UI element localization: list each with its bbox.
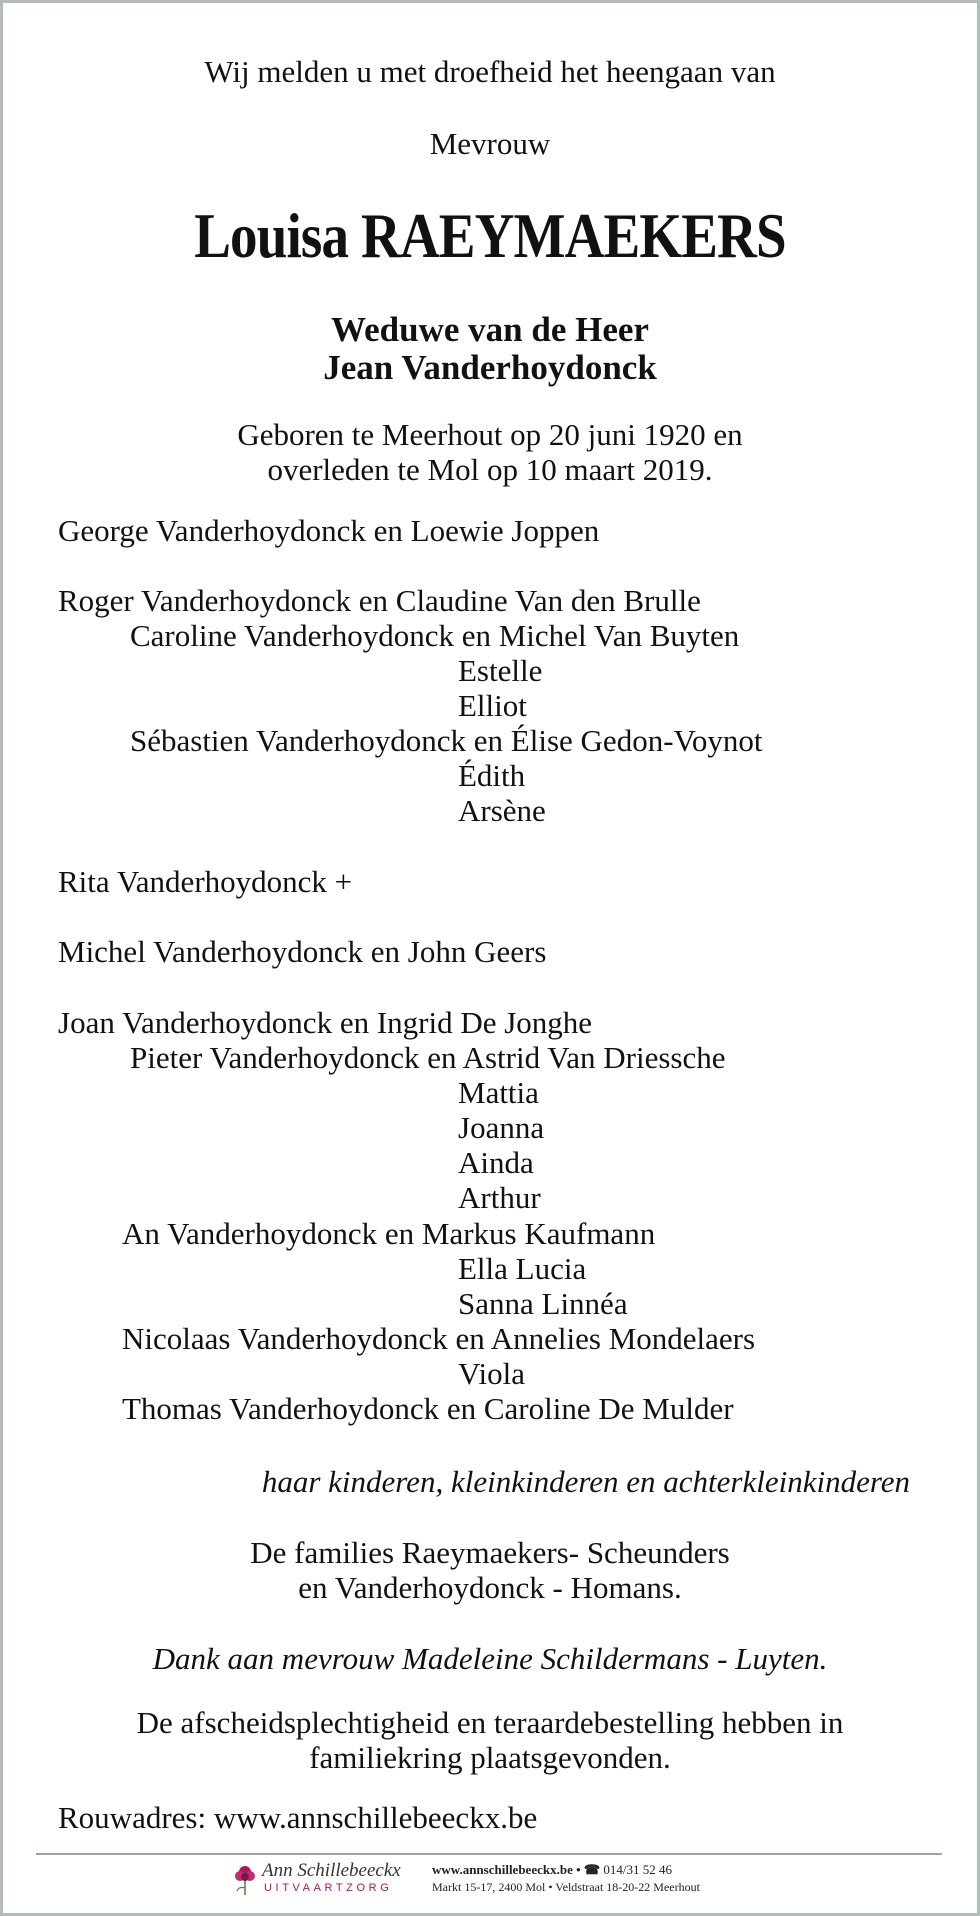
grandchild-elliot: Elliot	[458, 688, 527, 723]
family-pieter: Pieter Vanderhoydonck en Astrid Van Driessche	[130, 1040, 726, 1075]
grandchild-joanna: Joanna	[458, 1110, 545, 1145]
family-roger: Roger Vanderhoydonck en Claudine Van den Brulle	[58, 583, 701, 618]
family-thomas: Thomas Vanderhoydonck en Caroline De Mulder	[122, 1391, 734, 1426]
grandchild-mattia: Mattia	[458, 1075, 539, 1110]
footer-website[interactable]: www.annschillebeeckx.be	[432, 1862, 573, 1877]
phone-icon: ☎	[583, 1862, 601, 1877]
grandchild-ainda: Ainda	[458, 1145, 534, 1180]
grandchild-sanna-linnea: Sanna Linnéa	[458, 1286, 628, 1321]
grandchild-viola: Viola	[458, 1356, 526, 1391]
flower-logo-icon	[232, 1860, 258, 1896]
family-nicolaas: Nicolaas Vanderhoydonck en Annelies Mondelaers	[122, 1321, 756, 1356]
grandchild-ella-lucia: Ella Lucia	[458, 1251, 587, 1286]
widow-line-1: Weduwe van de Heer	[331, 310, 649, 349]
family-an: An Vanderhoydonck en Markus Kaufmann	[122, 1216, 656, 1251]
footer-divider	[36, 1853, 942, 1855]
salutation: Mevrouw	[429, 126, 551, 161]
family-george: George Vanderhoydonck en Loewie Joppen	[58, 513, 600, 548]
footer	[0, 1858, 980, 1908]
widow-line-2: Jean Vanderhoydonck	[323, 348, 657, 387]
grandchild-arsene: Arsène	[458, 793, 546, 828]
family-rita: Rita Vanderhoydonck +	[58, 864, 353, 899]
birth-line: Geboren te Meerhout op 20 juni 1920 en	[237, 417, 743, 452]
intro-text: Wij melden u met droefheid het heengaan van	[204, 54, 776, 89]
grandchild-estelle: Estelle	[458, 653, 543, 688]
families-line-2: en Vanderhoydonck - Homans.	[298, 1570, 682, 1605]
death-line: overleden te Mol op 10 maart 2019.	[267, 452, 713, 487]
logo-name: Ann Schillebeeckx	[262, 1860, 401, 1881]
grandchild-arthur: Arthur	[458, 1180, 541, 1215]
thanks-text: Dank aan mevrouw Madeleine Schildermans - Luyten.	[152, 1641, 828, 1676]
families-line-1: De families Raeymaekers- Scheunders	[250, 1535, 730, 1570]
family-michel: Michel Vanderhoydonck en John Geers	[58, 934, 547, 969]
footer-contact-line	[432, 1862, 672, 1878]
ceremony-line-1: De afscheidsplechtigheid en teraardebestelling hebben in	[136, 1705, 844, 1740]
family-caroline: Caroline Vanderhoydonck en Michel Van Buyten	[130, 618, 740, 653]
ceremony-line-2: familiekring plaatsgevonden.	[309, 1740, 671, 1775]
family-joan: Joan Vanderhoydonck en Ingrid De Jonghe	[58, 1005, 593, 1040]
separator-dot: •	[576, 1862, 584, 1877]
footer-phone: 014/31 52 46	[603, 1862, 672, 1877]
grandchild-edith: Édith	[458, 758, 526, 793]
rouwadres: Rouwadres: www.annschillebeeckx.be	[58, 1800, 538, 1835]
family-sebastien: Sébastien Vanderhoydonck en Élise Gedon-Voynot	[130, 723, 763, 758]
relation-caption: haar kinderen, kleinkinderen en achterkleinkinderen	[261, 1464, 910, 1499]
deceased-name: Louisa RAEYMAEKERS	[194, 200, 786, 271]
logo-subtitle: UITVAARTZORG	[264, 1882, 393, 1894]
footer-address: Markt 15-17, 2400 Mol • Veldstraat 18-20-22 Meerhout	[432, 1880, 700, 1894]
